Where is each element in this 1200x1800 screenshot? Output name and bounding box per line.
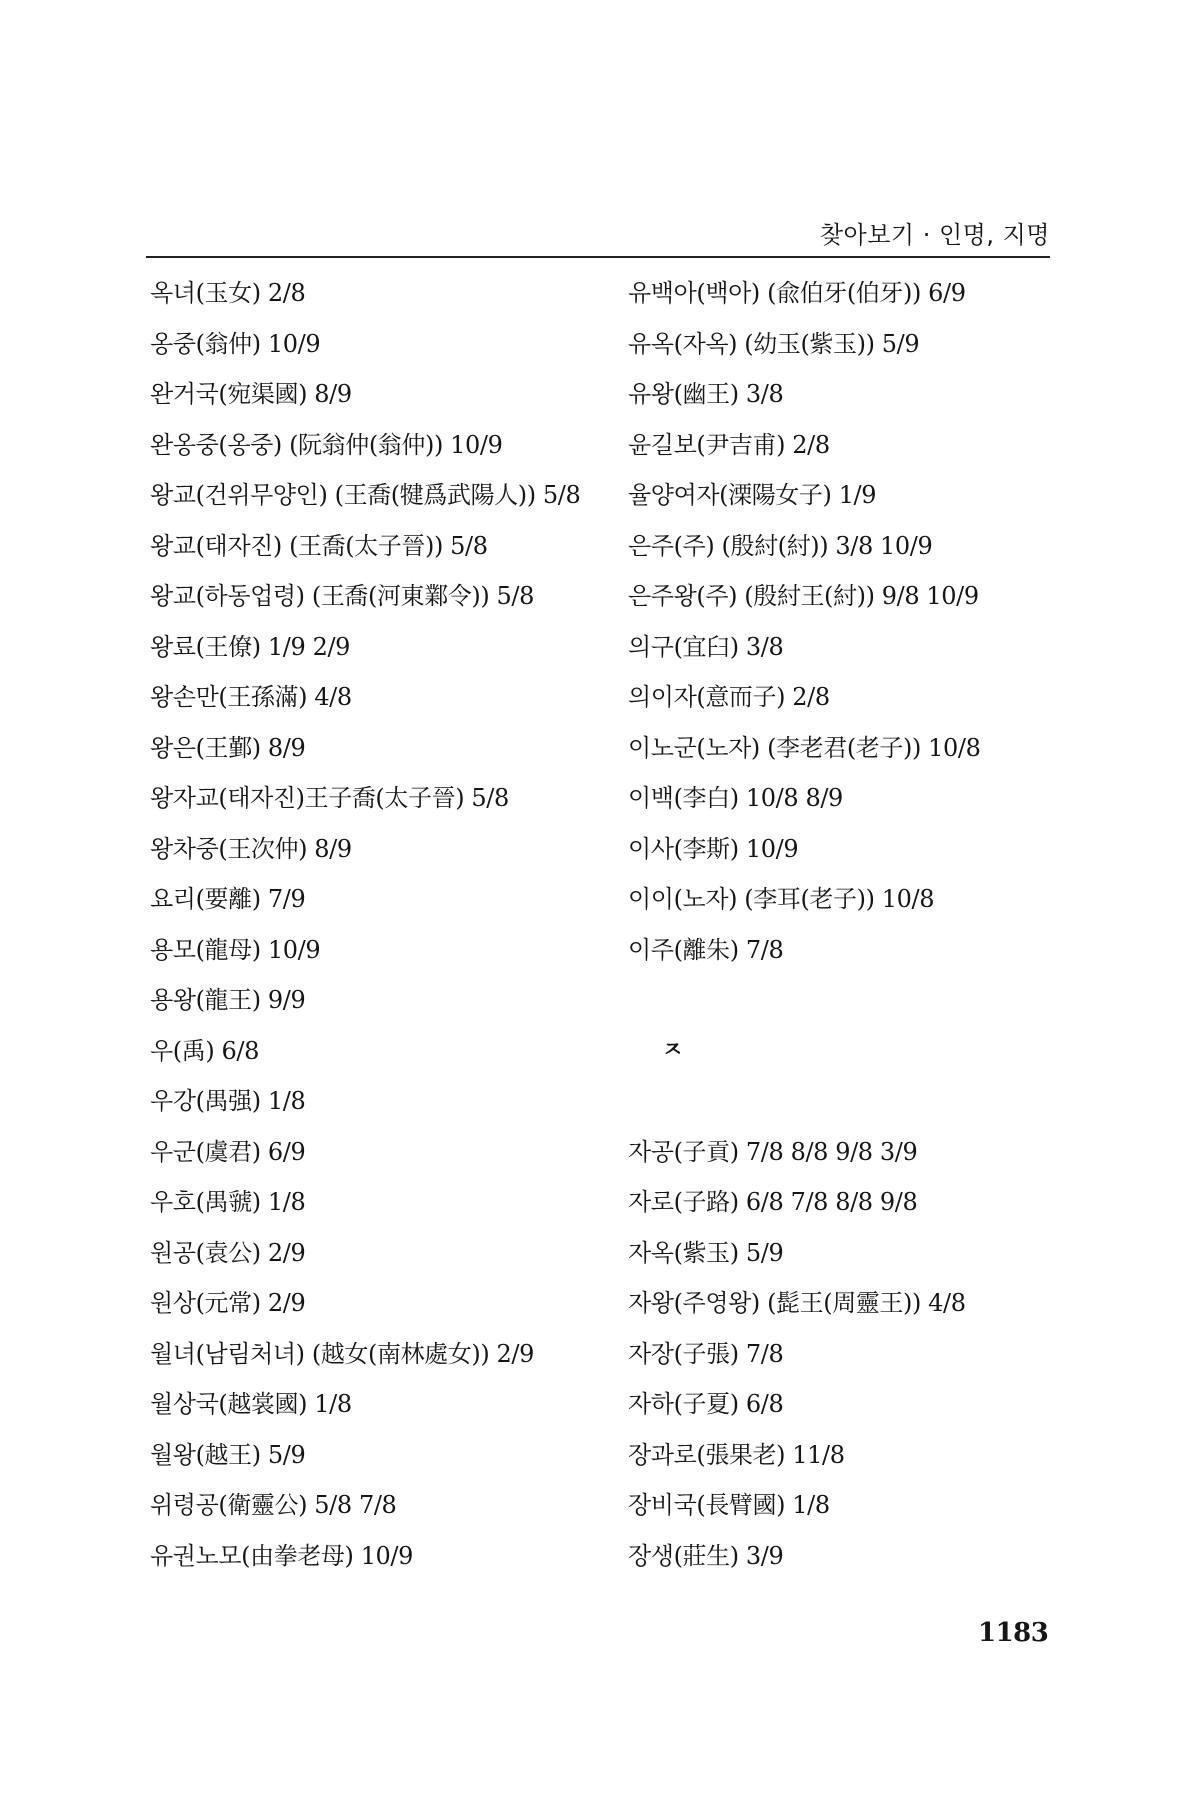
index-entry: 우군(虞君) 6/9 xyxy=(150,1137,306,1166)
index-entry: 왕자교(태자진)王子喬(太子晉) 5/8 xyxy=(150,784,509,812)
index-entry: 월녀(남림처녀) (越女(南林處女)) 2/9 xyxy=(150,1339,534,1368)
index-entry: 자로(子路) 6/8 7/8 8/8 9/8 xyxy=(628,1188,918,1216)
index-entry: 자공(子貢) 7/8 8/8 9/8 3/9 xyxy=(628,1137,918,1166)
index-entry: 자하(子夏) 6/8 xyxy=(628,1390,784,1418)
index-entry: 이백(李白) 10/8 8/9 xyxy=(628,784,843,812)
index-column-left xyxy=(150,268,600,1581)
index-entry: 자왕(주영왕) (髭王(周靈王)) 4/8 xyxy=(628,1289,966,1317)
index-entry: 옹중(翁仲) 10/9 xyxy=(150,329,321,358)
index-entry: 자옥(紫玉) 5/9 xyxy=(628,1238,784,1267)
index-entry: 왕교(하동업령) (王喬(河東鄴令)) 5/8 xyxy=(150,582,534,610)
index-entry: 자장(子張) 7/8 xyxy=(628,1339,784,1368)
index-entry: 은주왕(주) (殷紂王(紂)) 9/8 10/9 xyxy=(628,582,979,610)
index-entry: 용왕(龍王) 9/9 xyxy=(150,986,306,1014)
index-entry: 왕차중(王次仲) 8/9 xyxy=(150,834,352,863)
running-header xyxy=(146,218,1050,258)
index-entry: 왕료(王僚) 1/9 2/9 xyxy=(150,632,351,661)
index-entry: 완거국(宛渠國) 8/9 xyxy=(150,380,352,408)
index-entry: 의구(宜臼) 3/8 xyxy=(628,632,784,661)
index-entry: 장비국(長臂國) 1/8 xyxy=(628,1491,830,1519)
index-entry: 왕교(건위무양인) (王喬(犍爲武陽人)) 5/8 xyxy=(150,481,581,509)
index-entry: 유옥(자옥) (幼玉(紫玉)) 5/9 xyxy=(628,329,920,358)
index-entry: 은주(주) (殷紂(紂)) 3/8 10/9 xyxy=(628,531,933,560)
running-header-title: 찾아보기 · 인명, 지명 xyxy=(819,221,1050,249)
index-entry: 유백아(백아) (兪伯牙(伯牙)) 6/9 xyxy=(628,279,966,307)
index-entry: 장생(莊生) 3/9 xyxy=(628,1541,784,1570)
index-entry: 우호(禺虢) 1/8 xyxy=(150,1188,306,1216)
index-entry: 유권노모(由拳老母) 10/9 xyxy=(150,1541,413,1570)
index-entry: 옥녀(玉女) 2/8 xyxy=(150,279,306,307)
index-entry: 율양여자(溧陽女子) 1/9 xyxy=(628,481,877,509)
index-entry: 이주(離朱) 7/8 xyxy=(628,935,784,964)
index-entry: 우강(禺强) 1/8 xyxy=(150,1087,306,1115)
index-entry: 왕손만(王孫滿) 4/8 xyxy=(150,683,352,711)
section-letter-heading: ㅈ xyxy=(662,1037,683,1063)
index-entry: 왕교(태자진) (王喬(太子晉)) 5/8 xyxy=(150,531,488,560)
index-entry: 원공(袁公) 2/9 xyxy=(150,1238,306,1267)
index-entry: 원상(元常) 2/9 xyxy=(150,1289,306,1317)
index-entry: 이노군(노자) (李老君(老子)) 10/8 xyxy=(628,733,981,762)
blank-line xyxy=(628,975,1058,1026)
index-entry: 이이(노자) (李耳(老子)) 10/8 xyxy=(628,885,935,913)
index-entry: 의이자(意而子) 2/8 xyxy=(628,683,830,711)
index-entry: 위령공(衛靈公) 5/8 7/8 xyxy=(150,1491,397,1519)
index-entry: 이사(李斯) 10/9 xyxy=(628,834,799,863)
index-entry: 유왕(幽王) 3/8 xyxy=(628,380,784,408)
blank-line xyxy=(628,1076,1058,1127)
index-entry: 완옹중(옹중) (阮翁仲(翁仲)) 10/9 xyxy=(150,430,503,459)
index-entry: 우(禹) 6/8 xyxy=(150,1036,259,1065)
index-entry: 요리(要離) 7/9 xyxy=(150,885,306,913)
page-number: 1183 xyxy=(978,1618,1049,1648)
index-entry: 용모(龍母) 10/9 xyxy=(150,935,321,964)
index-column-right xyxy=(628,268,1058,1581)
index-entry: 월왕(越王) 5/9 xyxy=(150,1440,306,1469)
index-entry: 월상국(越裳國) 1/8 xyxy=(150,1390,352,1418)
index-entry: 왕은(王鄞) 8/9 xyxy=(150,733,306,762)
index-entry: 윤길보(尹吉甫) 2/8 xyxy=(628,430,830,459)
index-entry: 장과로(張果老) 11/8 xyxy=(628,1440,845,1469)
